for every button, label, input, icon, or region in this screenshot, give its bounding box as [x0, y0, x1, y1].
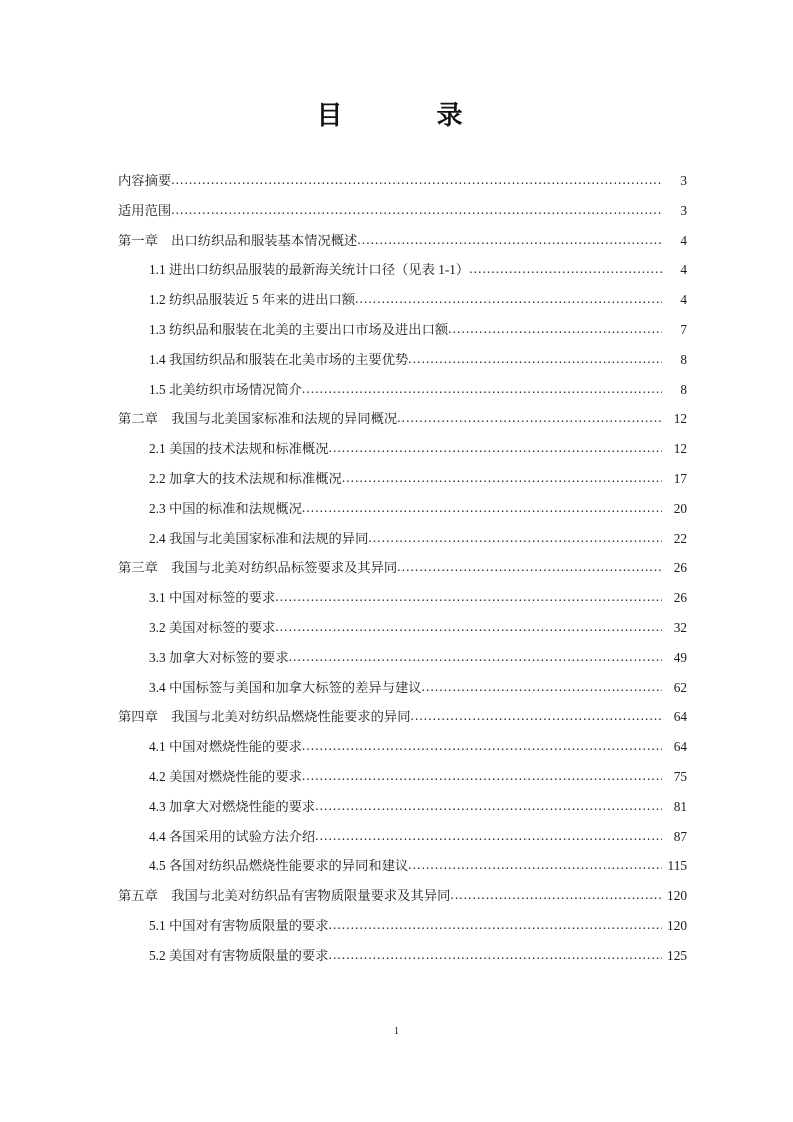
toc-entry-page: 125 — [667, 947, 687, 963]
toc-entry-page: 115 — [667, 858, 687, 874]
toc-entry-label: 4.4 各国采用的试验方法介绍 — [149, 828, 316, 844]
toc-entry[interactable] — [118, 889, 687, 902]
toc-leader-dots — [408, 352, 662, 365]
toc-entry-page: 87 — [673, 828, 687, 844]
toc-entry[interactable] — [118, 830, 687, 843]
toc-entry[interactable] — [118, 383, 687, 396]
toc-entry-label: 第一章 出口纺织品和服装基本情况概述 — [118, 232, 358, 248]
toc-leader-dots — [302, 739, 662, 752]
toc-leader-dots — [397, 560, 662, 573]
page-title: 目 录 — [316, 101, 477, 130]
toc-entry-label: 4.1 中国对燃烧性能的要求 — [149, 739, 302, 755]
toc-entry-page: 7 — [680, 321, 687, 337]
toc-entry[interactable] — [118, 263, 687, 276]
table-of-contents — [0, 174, 793, 962]
toc-leader-dots — [411, 709, 662, 722]
toc-entry[interactable] — [118, 234, 687, 247]
toc-entry-label: 1.2 纺织品服装近 5 年来的进出口额 — [149, 292, 356, 308]
toc-entry[interactable] — [118, 353, 687, 366]
toc-entry-page: 4 — [680, 232, 687, 248]
toc-entry-label: 1.1 进出口纺织品服装的最新海关统计口径（见表 1-1） — [149, 262, 470, 278]
toc-entry-label: 内容摘要 — [118, 173, 172, 188]
toc-entry-page: 22 — [673, 530, 687, 546]
toc-entry-page: 120 — [667, 917, 687, 933]
toc-entry-label: 第三章 我国与北美对纺织品标签要求及其异同 — [118, 560, 398, 576]
toc-entry[interactable] — [118, 591, 687, 604]
toc-entry[interactable] — [118, 949, 687, 962]
toc-entry-page: 120 — [667, 888, 687, 904]
toc-entry[interactable] — [118, 412, 687, 425]
toc-entry-label: 4.5 各国对纺织品燃烧性能要求的异同和建议 — [149, 858, 409, 874]
toc-leader-dots — [450, 888, 662, 901]
toc-entry-page: 75 — [673, 768, 687, 784]
toc-leader-dots — [275, 590, 662, 603]
toc-entry[interactable] — [118, 472, 687, 485]
toc-entry-label: 适用范围 — [118, 202, 172, 218]
toc-entry-label: 1.5 北美纺织市场情况简介 — [149, 381, 302, 397]
toc-entry-page: 81 — [673, 798, 687, 814]
toc-leader-dots — [171, 203, 662, 216]
toc-entry[interactable] — [118, 651, 687, 664]
toc-entry-page: 20 — [673, 500, 687, 516]
toc-entry-label: 2.3 中国的标准和法规概况 — [149, 500, 302, 516]
toc-entry-page: 64 — [673, 739, 687, 755]
toc-entry[interactable] — [118, 532, 687, 545]
toc-leader-dots — [329, 948, 662, 961]
toc-entry[interactable] — [118, 740, 687, 753]
toc-leader-dots — [408, 858, 662, 871]
toc-entry-page: 3 — [680, 202, 687, 218]
toc-entry-page: 32 — [673, 619, 687, 635]
toc-entry[interactable] — [118, 770, 687, 783]
toc-entry-label: 4.3 加拿大对燃烧性能的要求 — [149, 798, 316, 814]
toc-leader-dots — [329, 441, 662, 454]
toc-entry-page: 17 — [673, 470, 687, 486]
toc-entry-label: 3.4 中国标签与美国和加拿大标签的差异与建议 — [149, 679, 422, 695]
toc-leader-dots — [302, 501, 662, 514]
toc-leader-dots — [315, 829, 662, 842]
toc-entry-label: 2.1 美国的技术法规和标准概况 — [149, 441, 329, 457]
toc-entry[interactable] — [118, 919, 687, 932]
toc-entry-label: 3.3 加拿大对标签的要求 — [149, 649, 289, 665]
toc-leader-dots — [355, 292, 662, 305]
toc-leader-dots — [469, 262, 662, 275]
toc-entry-page: 12 — [673, 411, 687, 427]
toc-entry[interactable] — [118, 293, 687, 306]
toc-entry[interactable] — [118, 621, 687, 634]
toc-entry-label: 4.2 美国对燃烧性能的要求 — [149, 768, 302, 784]
toc-entry-page: 26 — [673, 590, 687, 606]
toc-entry[interactable] — [118, 800, 687, 813]
toc-entry-page: 3 — [680, 173, 687, 188]
toc-entry[interactable] — [118, 502, 687, 515]
toc-entry-label: 第五章 我国与北美对纺织品有害物质限量要求及其异同 — [118, 888, 451, 904]
toc-entry[interactable] — [118, 204, 687, 217]
toc-entry-page: 26 — [673, 560, 687, 576]
toc-leader-dots — [302, 769, 662, 782]
toc-leader-dots — [289, 650, 662, 663]
toc-entry[interactable] — [118, 323, 687, 336]
toc-entry-label: 1.4 我国纺织品和服装在北美市场的主要优势 — [149, 351, 409, 367]
toc-entry[interactable] — [118, 174, 687, 187]
toc-entry-label: 2.4 我国与北美国家标准和法规的异同 — [149, 530, 369, 546]
toc-entry-label: 1.3 纺织品和服装在北美的主要出口市场及进出口额 — [149, 321, 449, 337]
toc-entry-page: 8 — [680, 381, 687, 397]
toc-leader-dots — [171, 173, 662, 186]
toc-leader-dots — [368, 531, 662, 544]
toc-entry[interactable] — [118, 681, 687, 694]
toc-entry-page: 8 — [680, 351, 687, 367]
toc-entry-label: 第四章 我国与北美对纺织品燃烧性能要求的异同 — [118, 709, 411, 725]
toc-leader-dots — [397, 411, 662, 424]
toc-leader-dots — [422, 680, 662, 693]
toc-entry[interactable] — [118, 859, 687, 872]
toc-leader-dots — [315, 799, 662, 812]
toc-entry[interactable] — [118, 561, 687, 574]
toc-leader-dots — [329, 918, 662, 931]
toc-leader-dots — [302, 382, 662, 395]
toc-entry-label: 2.2 加拿大的技术法规和标准概况 — [149, 470, 342, 486]
toc-entry-label: 3.1 中国对标签的要求 — [149, 590, 276, 606]
toc-entry-page: 62 — [673, 679, 687, 695]
toc-entry-page: 4 — [680, 292, 687, 308]
toc-entry-label: 3.2 美国对标签的要求 — [149, 619, 276, 635]
toc-entry[interactable] — [118, 710, 687, 723]
toc-entry-page: 12 — [673, 441, 687, 457]
toc-leader-dots — [275, 620, 662, 633]
toc-entry-page: 4 — [680, 262, 687, 278]
toc-leader-dots — [357, 233, 662, 246]
toc-entry-label: 5.2 美国对有害物质限量的要求 — [149, 947, 329, 963]
toc-entry-label: 第二章 我国与北美国家标准和法规的异同概况 — [118, 411, 398, 427]
toc-entry[interactable] — [118, 442, 687, 455]
toc-leader-dots — [448, 322, 662, 335]
toc-entry-page: 49 — [673, 649, 687, 665]
page-number: 1 — [393, 1026, 400, 1037]
toc-entry-page: 64 — [673, 709, 687, 725]
toc-entry-label: 5.1 中国对有害物质限量的要求 — [149, 917, 329, 933]
toc-leader-dots — [342, 471, 662, 484]
